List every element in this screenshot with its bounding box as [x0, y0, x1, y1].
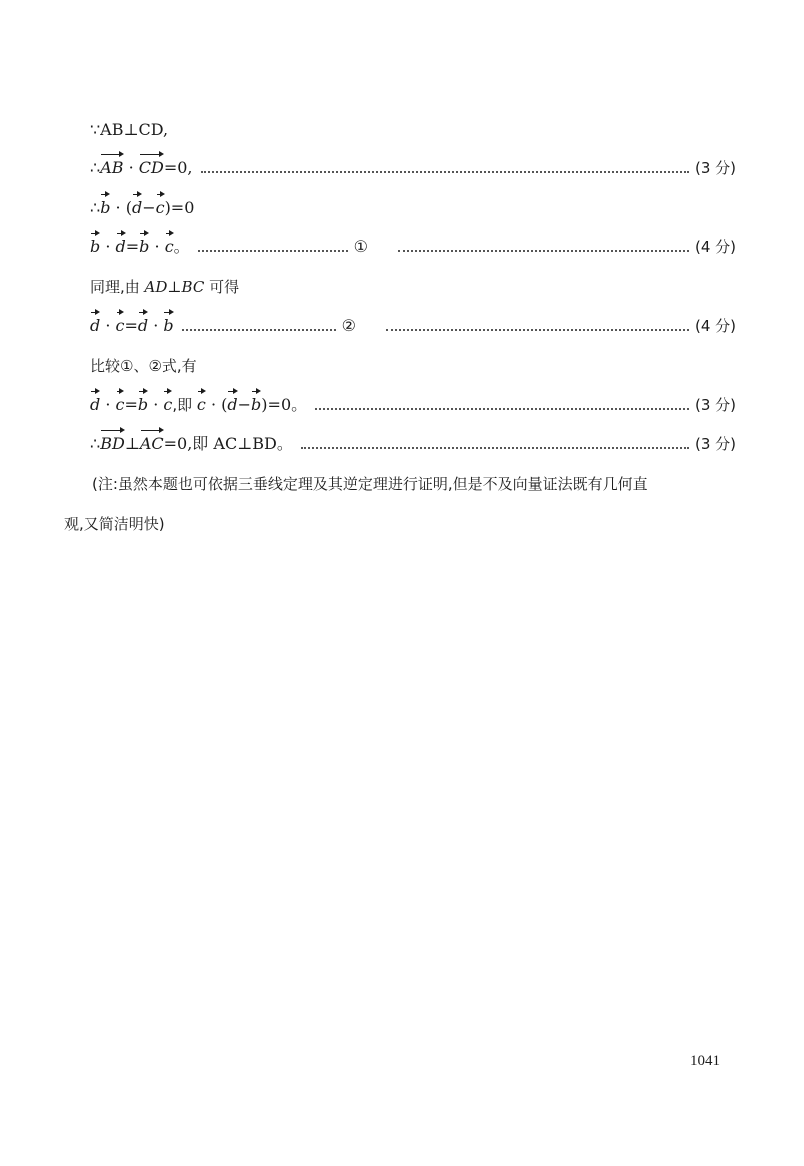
- similarly-prefix: 同理,由: [90, 278, 145, 296]
- equation-two: [90, 310, 736, 336]
- equals-sign: =: [125, 237, 140, 256]
- score-label: (4 分): [694, 317, 736, 335]
- dot-leader: [198, 250, 348, 252]
- vector-c: c: [156, 192, 165, 218]
- vector-c: c: [165, 231, 174, 257]
- segment-bc: BC: [181, 278, 205, 296]
- vector-b: b: [251, 389, 261, 415]
- equals-zero: )=0: [164, 198, 195, 217]
- dot-leader: [398, 250, 689, 252]
- similarly-statement: [90, 271, 239, 297]
- namely-text: ,即: [172, 396, 197, 414]
- note-line-2: 观,又简洁明快): [64, 515, 165, 533]
- vector-b: b: [139, 231, 149, 257]
- vector-b: b: [100, 192, 110, 218]
- vector-b: b: [138, 389, 148, 415]
- minus-operator: −: [142, 198, 156, 217]
- page-number: 1041: [690, 1053, 720, 1069]
- dot-operator: ·: [148, 316, 164, 335]
- vector-bd: BD: [100, 428, 125, 454]
- score-label: (3 分): [694, 159, 736, 177]
- dot-leader: [386, 329, 689, 331]
- dot-operator: ·: [100, 316, 116, 335]
- conclusion: [90, 428, 736, 454]
- vector-c: c: [197, 389, 206, 415]
- vector-cd: CD: [139, 152, 164, 178]
- conclusion-text: =0,即 AC⊥BD。: [163, 434, 293, 453]
- equals-sign: =: [124, 395, 138, 414]
- period: 。: [173, 237, 190, 256]
- equation-marker-2: ②: [341, 316, 356, 335]
- score-label: (3 分): [694, 435, 736, 453]
- vector-d: d: [132, 192, 142, 218]
- vector-d: d: [116, 231, 126, 257]
- given-text: ∵AB⊥CD,: [90, 120, 169, 139]
- score-label: (4 分): [694, 238, 736, 256]
- vector-d: d: [90, 389, 100, 415]
- compare-statement: [90, 350, 197, 376]
- dot-operator: ·: [123, 158, 139, 177]
- note-line-1: (注:虽然本题也可依据三垂线定理及其逆定理进行证明,但是不及向量证法既有几何直: [92, 475, 648, 493]
- math-expression: [90, 152, 193, 178]
- dot-operator: ·: [148, 395, 164, 414]
- segment-ad: AD: [144, 278, 168, 296]
- vector-ab: AB: [100, 152, 123, 178]
- vector-b: b: [90, 231, 100, 257]
- vector-d: d: [138, 310, 148, 336]
- math-expression: [90, 192, 194, 218]
- dot-operator: · (: [205, 395, 228, 414]
- score-label: (3 分): [694, 396, 736, 414]
- given-statement: [90, 114, 168, 140]
- therefore-symbol: ∴: [90, 434, 101, 453]
- vector-ac: AC: [140, 428, 164, 454]
- dot-leader: [315, 408, 689, 410]
- equals-sign: =: [124, 316, 138, 335]
- equals-zero: )=0。: [261, 395, 308, 414]
- dot-leader: [301, 447, 689, 449]
- dot-leader: [201, 171, 689, 173]
- perp-symbol: ⊥: [167, 278, 182, 296]
- math-expression: [90, 389, 307, 415]
- math-expression: [90, 231, 190, 257]
- vector-c: c: [116, 310, 125, 336]
- similarly-suffix: 可得: [204, 278, 240, 296]
- step-b-dot-d-minus-c: [90, 192, 194, 218]
- equation-marker-1: ①: [353, 237, 369, 256]
- dot-leader: [182, 329, 336, 331]
- therefore-symbol: ∴: [90, 158, 101, 177]
- math-expression: [90, 428, 293, 454]
- dot-operator: ·: [100, 395, 116, 414]
- therefore-symbol: ∴: [90, 198, 101, 217]
- equation-one: [90, 231, 736, 257]
- perp-symbol: ⊥: [124, 434, 140, 453]
- step-combined: [90, 389, 736, 415]
- minus-operator: −: [237, 395, 252, 414]
- dot-operator: ·: [100, 237, 116, 256]
- step-dot-product-ab-cd: [90, 152, 736, 178]
- vector-c: c: [116, 389, 125, 415]
- compare-text: 比较①、②式,有: [90, 357, 197, 375]
- equals-zero: =0,: [163, 158, 193, 177]
- vector-d: d: [90, 310, 100, 336]
- vector-c: c: [163, 389, 172, 415]
- vector-b: b: [163, 310, 173, 336]
- math-expression: [90, 310, 174, 336]
- dot-operator: · (: [110, 198, 132, 217]
- similarly-text: [90, 277, 239, 297]
- dot-operator: ·: [149, 237, 165, 256]
- vector-d: d: [227, 389, 237, 415]
